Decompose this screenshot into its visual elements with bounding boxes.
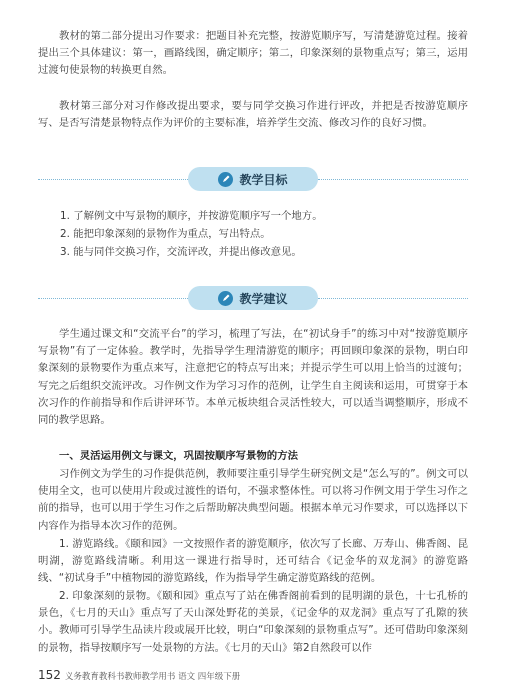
objective-item: 3. 能与同伴交换习作，交流评改，并提出修改意见。 — [60, 246, 302, 258]
suggestions-paragraph-3: 1. 游览路线。《颐和园》一文按照作者的游览顺序，依次写了长廊、万寿山、佛香阁、昆明湖，游览路线清晰。利用这一课进行指导时，还可结合《记金华的双龙洞》的游览路线、“初试身手”中植物园的游览路线，作为指导学生确定游览路线的范例。 — [38, 538, 468, 585]
objectives-pill — [188, 167, 318, 191]
objective-item: 2. 能把印象深刻的景物作为重点，写出特点。 — [60, 228, 271, 240]
book-title: 义务教育教科书教师教学用书 语文 四年级下册 — [64, 672, 241, 682]
suggestions-paragraph-4: 2. 印象深刻的景物。《颐和园》重点写了站在佛香阁前看到的昆明湖的景色，十七孔桥的景色，《七月的天山》重点写了天山深处野花的美景，《记金华的双龙洞》重点写了孔隙的狭小。教师可引导学生品读片段或展开比较，明白“印象深刻的景物重点写”。还可借助印象深刻的景物，指导按顺序写一处景物的方法。《七月的天山》第2自然段可以作 — [38, 590, 468, 654]
dotted-divider-right — [318, 298, 468, 299]
intro-paragraph-1: 教材的第二部分提出习作要求：把题目补充完整，按游览顺序写，写清楚游览过程。接着提出三个具体建议：第一，画路线图，确定顺序；第二，印象深刻的景物重点写；第三，运用过渡句使景物的转换更自然。 — [38, 30, 468, 77]
dotted-divider-left — [38, 179, 188, 180]
section-heading: 一、灵活运用例文与课文，巩固按顺序写景物的方法 — [59, 450, 298, 462]
pencil-circle-icon — [218, 172, 233, 187]
suggestions-paragraph-1: 学生通过课文和“交流平台”的学习，梳理了写法，在“初试身手”的练习中对“按游览顺序写景物”有了一定体验。教学时，先指导学生理清游览的顺序；再回顾印象深的景物，明白印象深刻的景物要作为重点来写，注意把它的特点写出来；并提示学生可以用上恰当的过渡句；写完之后组织交流评改。习作例文作为学习习作的范例，让学生自主阅读和运用，可贯穿于本次习作的作前指导和作后讲评环节。本单元板块组合灵活性较大，可以适当调整顺序，形成不同的教学思路。 — [38, 328, 468, 427]
pencil-circle-icon — [218, 291, 233, 306]
suggestions-title: 教学建议 — [239, 291, 288, 306]
page-number: 152 — [38, 668, 61, 682]
intro-paragraph-2: 教材第三部分对习作修改提出要求，要与同学交换习作进行评改，并把是否按游览顺序写、是否写清楚景物特点作为评价的主要标准，培养学生交流、修改习作的良好习惯。 — [38, 100, 468, 130]
suggestions-banner — [38, 286, 468, 312]
dotted-divider-right — [318, 179, 468, 180]
objectives-title: 教学目标 — [239, 172, 288, 187]
suggestions-paragraph-2: 习作例文为学生的习作提供范例，教师要注重引导学生研究例文是“怎么写的”。例文可以使用全文，也可以使用片段或过渡性的语句，不强求整体性。可以将习作例文用于学生习作之前的指导，也可以用于学生习作之后帮助解决典型问题。根据本单元习作要求，可以选择以下内容作为指导本次习作的范例。 — [38, 468, 468, 532]
objectives-banner — [38, 167, 468, 193]
dotted-divider-left — [38, 298, 188, 299]
page-footer — [38, 668, 240, 682]
objective-item: 1. 了解例文中写景物的顺序，并按游览顺序写一个地方。 — [60, 210, 323, 222]
suggestions-pill — [188, 286, 318, 310]
